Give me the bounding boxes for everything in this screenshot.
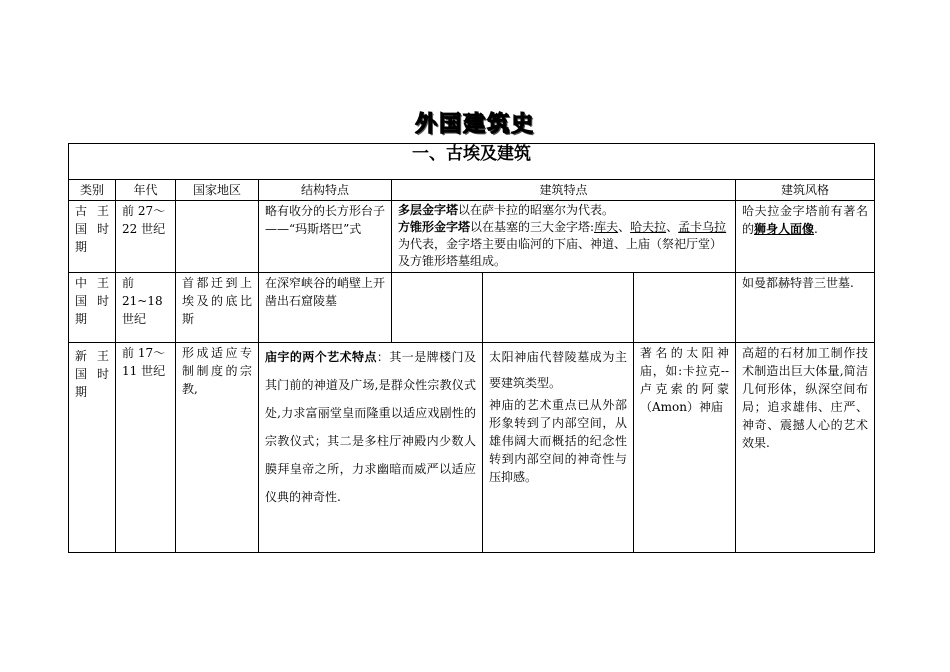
cell-era: 前 17～11 世纪 <box>116 343 176 553</box>
feature-text: 以在基塞的三大金字塔: <box>470 220 595 234</box>
feature-text: 以在萨卡拉的昭塞尔为代表。 <box>458 203 615 217</box>
header-region: 国家地区 <box>176 180 259 201</box>
cell-category: 新王国时期 <box>69 343 116 553</box>
pyramid-khafre: 哈夫拉 <box>630 220 667 234</box>
header-building-features: 建筑特点 <box>392 180 736 201</box>
sun-temple-para-1: 太阳神庙代替陵墓成为主要建筑类型。 <box>489 350 627 390</box>
pyramid-khufu: 库夫 <box>594 220 619 234</box>
cell-style <box>736 201 875 273</box>
feature-text: 为代表，金字塔主要由临河的下庙、神道、上庙（祭祀厅堂）及方锥形塔墓组成。 <box>398 237 723 268</box>
header-category: 类别 <box>69 180 116 201</box>
feature-line-1 <box>398 202 729 219</box>
temple-text: ：其一是牌楼门及其门前的神道及广场,是群众性宗教仪式处,力求富丽堂皇而隆重以适应戏剧性的宗教仪式；其二是多柱厅神殿内少数人膜拜皇帝之所，力求幽暗而威严以适应仪典的神奇性. <box>265 350 476 504</box>
architecture-table <box>68 143 875 553</box>
header-era: 年代 <box>116 180 176 201</box>
cell-category: 中王国时期 <box>69 273 116 343</box>
column-header-row <box>69 180 875 201</box>
cell-region: 形成适应专制制度的宗教, <box>176 343 259 553</box>
cell-style: 高超的石材加工制作技术制造出巨大体量,简洁几何形体，纵深空间布局；追求雄伟、庄严、神奇、震撼人心的艺术效果. <box>736 343 875 553</box>
section-heading-row <box>69 144 875 180</box>
cell-structure: 略有收分的长方形台子——“玛斯塔巴”式 <box>259 201 392 273</box>
table-row-middle-kingdom <box>69 273 875 343</box>
cell-building-features <box>392 201 736 273</box>
separator: 、 <box>666 220 679 234</box>
separator: 、 <box>618 220 631 234</box>
section-heading: 一、古埃及建筑 <box>69 144 875 180</box>
cell-structure: 在深窄峡谷的峭壁上开凿出石窟陵墓 <box>259 273 392 343</box>
table-row-new-kingdom <box>69 343 875 553</box>
pyramid-menkaure: 孟卡乌拉 <box>678 220 727 234</box>
page-title: 外国建筑史 <box>414 112 535 137</box>
cell-region: 首都迁到上埃及的底比斯 <box>176 273 259 343</box>
cell-era: 前 21~18 世纪 <box>116 273 176 343</box>
feature-keyword: 多层金字塔 <box>398 203 459 217</box>
cell-region <box>176 201 259 273</box>
feature-line-2 <box>398 219 729 270</box>
temple-keyword: 庙宇的两个艺术特点 <box>265 350 377 364</box>
cell-famous-temples: 著名的太阳神庙，如:卡拉克--卢克索的阿蒙（Amon）神庙 <box>634 343 736 553</box>
cell-era: 前 27～22 世纪 <box>116 201 176 273</box>
cell-temple-features <box>259 343 483 553</box>
style-text: 哈夫拉金字塔前有著名的 <box>742 204 868 236</box>
feature-keyword: 方锥形金字塔 <box>398 220 471 234</box>
cell-empty <box>634 273 736 343</box>
cell-sun-temple <box>483 343 634 553</box>
cell-category: 古王国时期 <box>69 201 116 273</box>
cell-empty <box>392 273 483 343</box>
cell-empty <box>483 273 634 343</box>
sun-temple-para-2: 神庙的艺术重点已从外部形象转到了内部空间，从雄伟阔大而概括的纪念性转到内部空间的神奇性与压抑感。 <box>489 398 627 484</box>
header-structure: 结构特点 <box>259 180 392 201</box>
header-style: 建筑风格 <box>736 180 875 201</box>
style-text: . <box>814 222 818 236</box>
sphinx-keyword: 狮身人面像 <box>754 222 815 236</box>
table-row-old-kingdom <box>69 201 875 273</box>
cell-style: 如曼都赫特普三世墓. <box>736 273 875 343</box>
